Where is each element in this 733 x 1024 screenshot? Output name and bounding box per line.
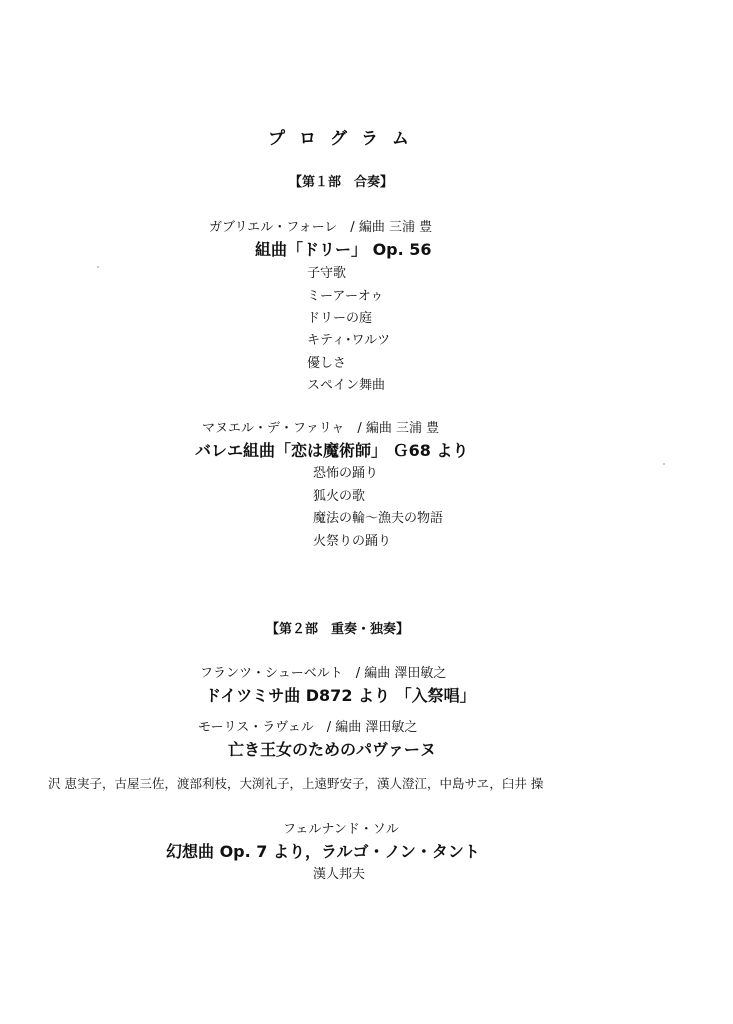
performers-list: 沢 恵実子，古屋三佐，渡部利枝，大渕礼子，上遠野安子，漢人澄江，中島サヱ，臼井 操 xyxy=(48,776,544,791)
work-fantasia: 幻想曲 Op. 7 より，ラルゴ・ノン・タント xyxy=(166,842,480,861)
composer-ravel: モーリス・ラヴェル / 編曲 澤田敏之 xyxy=(198,720,418,735)
part2-heading: 【第２部 重奏・独奏】 xyxy=(266,622,410,637)
part1-heading: 【第１部 合奏】 xyxy=(289,175,394,190)
work-deutsche-messe: ドイツミサ曲 D872 より 「入祭唱」 xyxy=(205,686,476,705)
movement-item: 恐怖の踊り xyxy=(313,466,379,481)
work-dolly-suite: 組曲「ドリー」 Op. 56 xyxy=(255,240,432,259)
movement-item: キティ･ワルツ xyxy=(307,333,391,348)
movement-item: ミーアーオゥ xyxy=(307,289,384,304)
work-pavane: 亡き王女のためのパヴァーヌ xyxy=(228,740,436,759)
scan-speck xyxy=(97,266,99,268)
work-el-amor-brujo: バレエ組曲「恋は魔術師」 Ｇ68 より xyxy=(195,441,469,460)
composer-faure: ガブリエル・フォーレ / 編曲 三浦 豊 xyxy=(209,220,433,235)
movement-item: 火祭りの踊り xyxy=(313,534,392,549)
composer-schubert: フランツ・シューベルト / 編曲 澤田敏之 xyxy=(200,666,447,681)
movement-item: ドリーの庭 xyxy=(307,311,373,326)
scan-speck xyxy=(663,463,665,465)
movement-item: スペイン舞曲 xyxy=(307,378,386,393)
movement-item: 狐火の歌 xyxy=(313,489,366,504)
page-title: プログラム xyxy=(268,129,423,149)
movement-item: 優しさ xyxy=(307,356,347,371)
movement-item: 魔法の輪～漁夫の物語 xyxy=(313,511,444,526)
composer-falla: マヌエル・デ・ファリャ / 編曲 三浦 豊 xyxy=(202,421,440,436)
composer-sor: フェルナンド・ソル xyxy=(283,822,399,837)
movement-item: 子守歌 xyxy=(307,266,347,281)
soloist-name: 漢人邦夫 xyxy=(313,867,366,882)
